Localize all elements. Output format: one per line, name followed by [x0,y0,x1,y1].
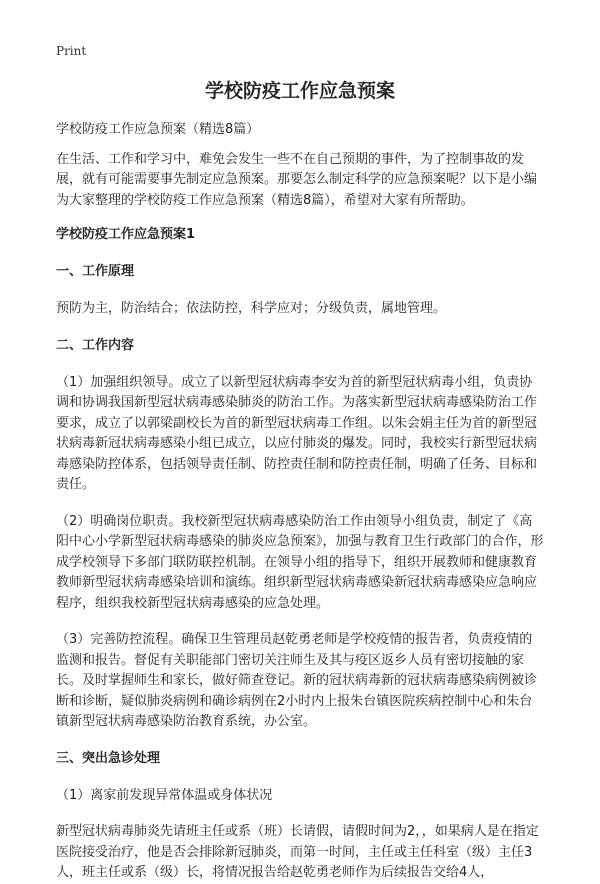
work-content-paragraph-3: （3）完善防控流程。确保卫生管理员赵乾勇老师是学校疫情的报告者，负责疫情的监测和报告。督促有关职能部门密切关注师生及其与疫区返乡人员有密切接触的家长。及时掌握师生和家长，做好筛查登记。新的冠状病毒新的冠状病毒感染病例被诊断和诊断，疑似肺炎病例和确诊病例在2小时内上报朱台镇医院疾病控制中心和朱台镇新型冠状病毒感染防治教育系统，办公室。 [56,632,538,729]
intro-paragraph: 在生活、工作和学习中，难免会发生一些不在自己预期的事件，为了控制事故的发展，就有可能需要事先制定应急预案。那要怎么制定科学的应急预案呢？以下是小编为大家整理的学校防疫工作应急预案（精选8篇），希望对大家有所帮助。 [56,151,538,208]
emergency-subheading: （1）离家前发现异常体温或身体状况 [56,787,273,803]
document-subtitle: 学校防疫工作应急预案（精选8篇） [56,122,260,137]
plan-heading: 学校防疫工作应急预案1 [56,227,196,242]
principles-paragraph: 预防为主，防治结合；依法防控，科学应对；分级负责，属地管理。 [56,301,447,316]
section-heading-work-content: 二、工作内容 [56,337,135,353]
document-body [56,120,544,884]
section-heading-principles: 一、工作原理 [56,264,135,279]
emergency-paragraph-1: 新型冠状病毒肺炎先请班主任或系（班）长请假，请假时间为2，，如果病人是在指定医院接受治疗，他是否会排除新冠肺炎，而第一时间，主任或主任科室（级）主任3人，班主任或系（级）长，将情况报告给赵乾勇老师作为后续报告交给4人， [56,824,539,880]
work-content-paragraph-1: （1）加强组织领导。成立了以新型冠状病毒李安为首的新型冠状病毒小组，负责协调和协调我国新型冠状病毒感染肺炎的防治工作。为落实新型冠状病毒感染防治工作要求，成立了以郭梁副校长为首的新型冠状病毒工作组。以朱会娟主任为首的新型冠状病毒新冠状病毒感染小组已成立，以应付肺炎的爆发。同时，我校实行新型冠状病毒感染防控体系，包括领导责任制、防控责任制和防控责任制，明确了任务、目标和责任。 [56,374,538,492]
document-title: 学校防疫工作应急预案 [204,80,395,102]
section-heading-emergency: 三、突出急诊处理 [56,750,161,766]
print-link[interactable]: Print [56,44,87,58]
work-content-paragraph-2: （2）明确岗位职责。我校新型冠状病毒感染防治工作由领导小组负责，制定了《高阳中心小学新型冠状病毒感染的肺炎应急预案》，加强与教育卫生行政部门的合作，形成学校领导下多部门联防联控机制。在领导小组的指导下，组织开展教师和健康教育教师新型冠状病毒感染培训和演练。组织新型冠状病毒感染新冠状病毒感染应急响应程序，组织我校新型冠状病毒感染的应急处理。 [56,513,544,611]
